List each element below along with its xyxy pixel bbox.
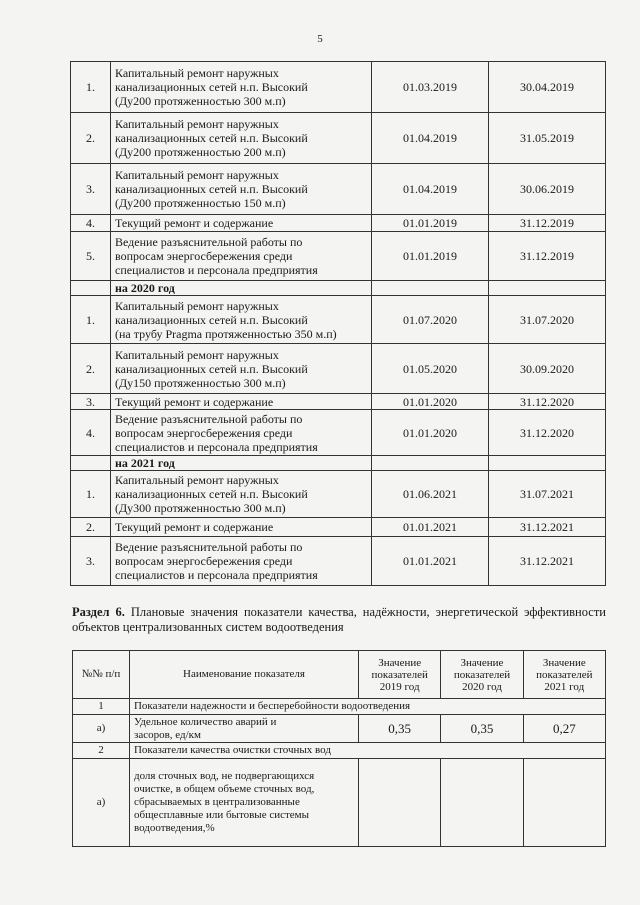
plan-row (71, 344, 606, 394)
header-year: 2021 год (544, 680, 585, 693)
header-num: №№ п/п (73, 651, 130, 699)
start-date: 01.03.2019 (372, 62, 489, 113)
plan-row (71, 113, 606, 164)
plan-row (71, 518, 606, 537)
work-description: Текущий ремонт и содержание (111, 518, 372, 537)
indicator-value-2019 (359, 759, 441, 847)
end-date: 31.12.2019 (489, 232, 606, 281)
year-row (71, 456, 606, 471)
header-year: 2020 год (462, 680, 502, 693)
start-date: 01.01.2020 (372, 394, 489, 410)
section-6-text: Плановые значения показатели качества, надёжности, энергетической эффективности объектов централизованных систем водоотведения (72, 605, 606, 634)
year-row (71, 281, 606, 296)
end-date-cell (489, 281, 606, 296)
quality-header-row (73, 651, 606, 699)
indicator-value-2021: 0,27 (523, 715, 605, 743)
plan-row (71, 215, 606, 232)
indicator-row (73, 715, 606, 743)
end-date: 30.09.2020 (489, 344, 606, 394)
row-num: 5. (71, 232, 111, 281)
plan-row (71, 471, 606, 518)
indicator-group-row (73, 743, 606, 759)
indicator-num: 2 (73, 743, 130, 759)
indicator-num: а) (73, 759, 130, 847)
indicator-num: 1 (73, 699, 130, 715)
plan-table (70, 61, 606, 586)
header-value-2020: Значение показателей 2020 год (441, 651, 523, 699)
header-year: 2019 год (379, 680, 420, 693)
indicator-group-name: Показатели надежности и бесперебойности водоотведения (129, 699, 605, 715)
start-date: 01.06.2021 (372, 471, 489, 518)
work-description: Ведение разъяснительной работы по вопросам энергосбережения среди специалистов и персонала предприятия (111, 232, 372, 281)
end-date: 30.04.2019 (489, 62, 606, 113)
end-date: 30.06.2019 (489, 164, 606, 215)
section-6-label: Раздел 6. (72, 605, 125, 619)
end-date: 31.12.2020 (489, 394, 606, 410)
row-num-cell (71, 456, 111, 471)
year-label: на 2021 год (111, 456, 372, 471)
start-date: 01.01.2021 (372, 518, 489, 537)
header-value-2019: Значение показателей 2019 год (359, 651, 441, 699)
start-date: 01.04.2019 (372, 164, 489, 215)
row-num: 4. (71, 410, 111, 456)
row-num: 2. (71, 518, 111, 537)
work-description: Капитальный ремонт наружных канализационных сетей н.п. Высокий (Ду300 протяженностью 300 м.п) (111, 471, 372, 518)
plan-row (71, 394, 606, 410)
indicator-num: а) (73, 715, 130, 743)
header-name: Наименование показателя (129, 651, 358, 699)
indicator-value-2020 (441, 759, 523, 847)
end-date: 31.12.2021 (489, 518, 606, 537)
page-number: 5 (317, 33, 323, 45)
year-label: на 2020 год (111, 281, 372, 296)
plan-row (71, 62, 606, 113)
work-description: Текущий ремонт и содержание (111, 215, 372, 232)
end-date: 31.07.2021 (489, 471, 606, 518)
row-num: 4. (71, 215, 111, 232)
row-num: 3. (71, 164, 111, 215)
section-6-heading (72, 605, 606, 635)
start-date-cell (372, 456, 489, 471)
indicator-row (73, 759, 606, 847)
start-date-cell (372, 281, 489, 296)
indicator-value-2021 (523, 759, 605, 847)
end-date: 31.07.2020 (489, 296, 606, 344)
end-date: 31.05.2019 (489, 113, 606, 164)
start-date: 01.01.2019 (372, 215, 489, 232)
work-description: Текущий ремонт и содержание (111, 394, 372, 410)
row-num: 3. (71, 537, 111, 586)
work-description: Капитальный ремонт наружных канализационных сетей н.п. Высокий (Ду200 протяженностью 200 м.п) (111, 113, 372, 164)
work-description: Капитальный ремонт наружных канализационных сетей н.п. Высокий (Ду200 протяженностью 300 м.п) (111, 62, 372, 113)
header-value-2021: Значение показателей 2021 год (523, 651, 605, 699)
plan-row (71, 410, 606, 456)
start-date: 01.01.2019 (372, 232, 489, 281)
row-num: 1. (71, 62, 111, 113)
row-num: 2. (71, 113, 111, 164)
start-date: 01.04.2019 (372, 113, 489, 164)
work-description: Ведение разъяснительной работы по вопросам энергосбережения среди специалистов и персонала предприятия (111, 537, 372, 586)
plan-row (71, 232, 606, 281)
end-date: 31.12.2020 (489, 410, 606, 456)
row-num-cell (71, 281, 111, 296)
work-description: Капитальный ремонт наружных канализационных сетей н.п. Высокий (Ду200 протяженностью 150 м.п) (111, 164, 372, 215)
row-num: 3. (71, 394, 111, 410)
indicator-group-name: Показатели качества очистки сточных вод (129, 743, 605, 759)
start-date: 01.01.2021 (372, 537, 489, 586)
row-num: 1. (71, 296, 111, 344)
start-date: 01.07.2020 (372, 296, 489, 344)
quality-table (72, 650, 606, 847)
indicator-value-2019: 0,35 (359, 715, 441, 743)
plan-row (71, 537, 606, 586)
indicator-name: Удельное количество аварий и засоров, ед/км (129, 715, 358, 743)
end-date-cell (489, 456, 606, 471)
indicator-name: доля сточных вод, не подвергающихся очистке, в общем объеме сточных вод, сбрасываемых в централизованные общесплавные или бытовые системы водоотведения,% (129, 759, 358, 847)
end-date: 31.12.2021 (489, 537, 606, 586)
row-num: 1. (71, 471, 111, 518)
work-description: Ведение разъяснительной работы по вопросам энергосбережения среди специалистов и персонала предприятия (111, 410, 372, 456)
start-date: 01.01.2020 (372, 410, 489, 456)
work-description: Капитальный ремонт наружных канализационных сетей н.п. Высокий (Ду150 протяженностью 300 м.п) (111, 344, 372, 394)
plan-row (71, 164, 606, 215)
indicator-value-2020: 0,35 (441, 715, 523, 743)
row-num: 2. (71, 344, 111, 394)
end-date: 31.12.2019 (489, 215, 606, 232)
work-description: Капитальный ремонт наружных канализационных сетей н.п. Высокий (на трубу Pragma протяженностью 350 м.п) (111, 296, 372, 344)
start-date: 01.05.2020 (372, 344, 489, 394)
indicator-group-row (73, 699, 606, 715)
plan-row (71, 296, 606, 344)
